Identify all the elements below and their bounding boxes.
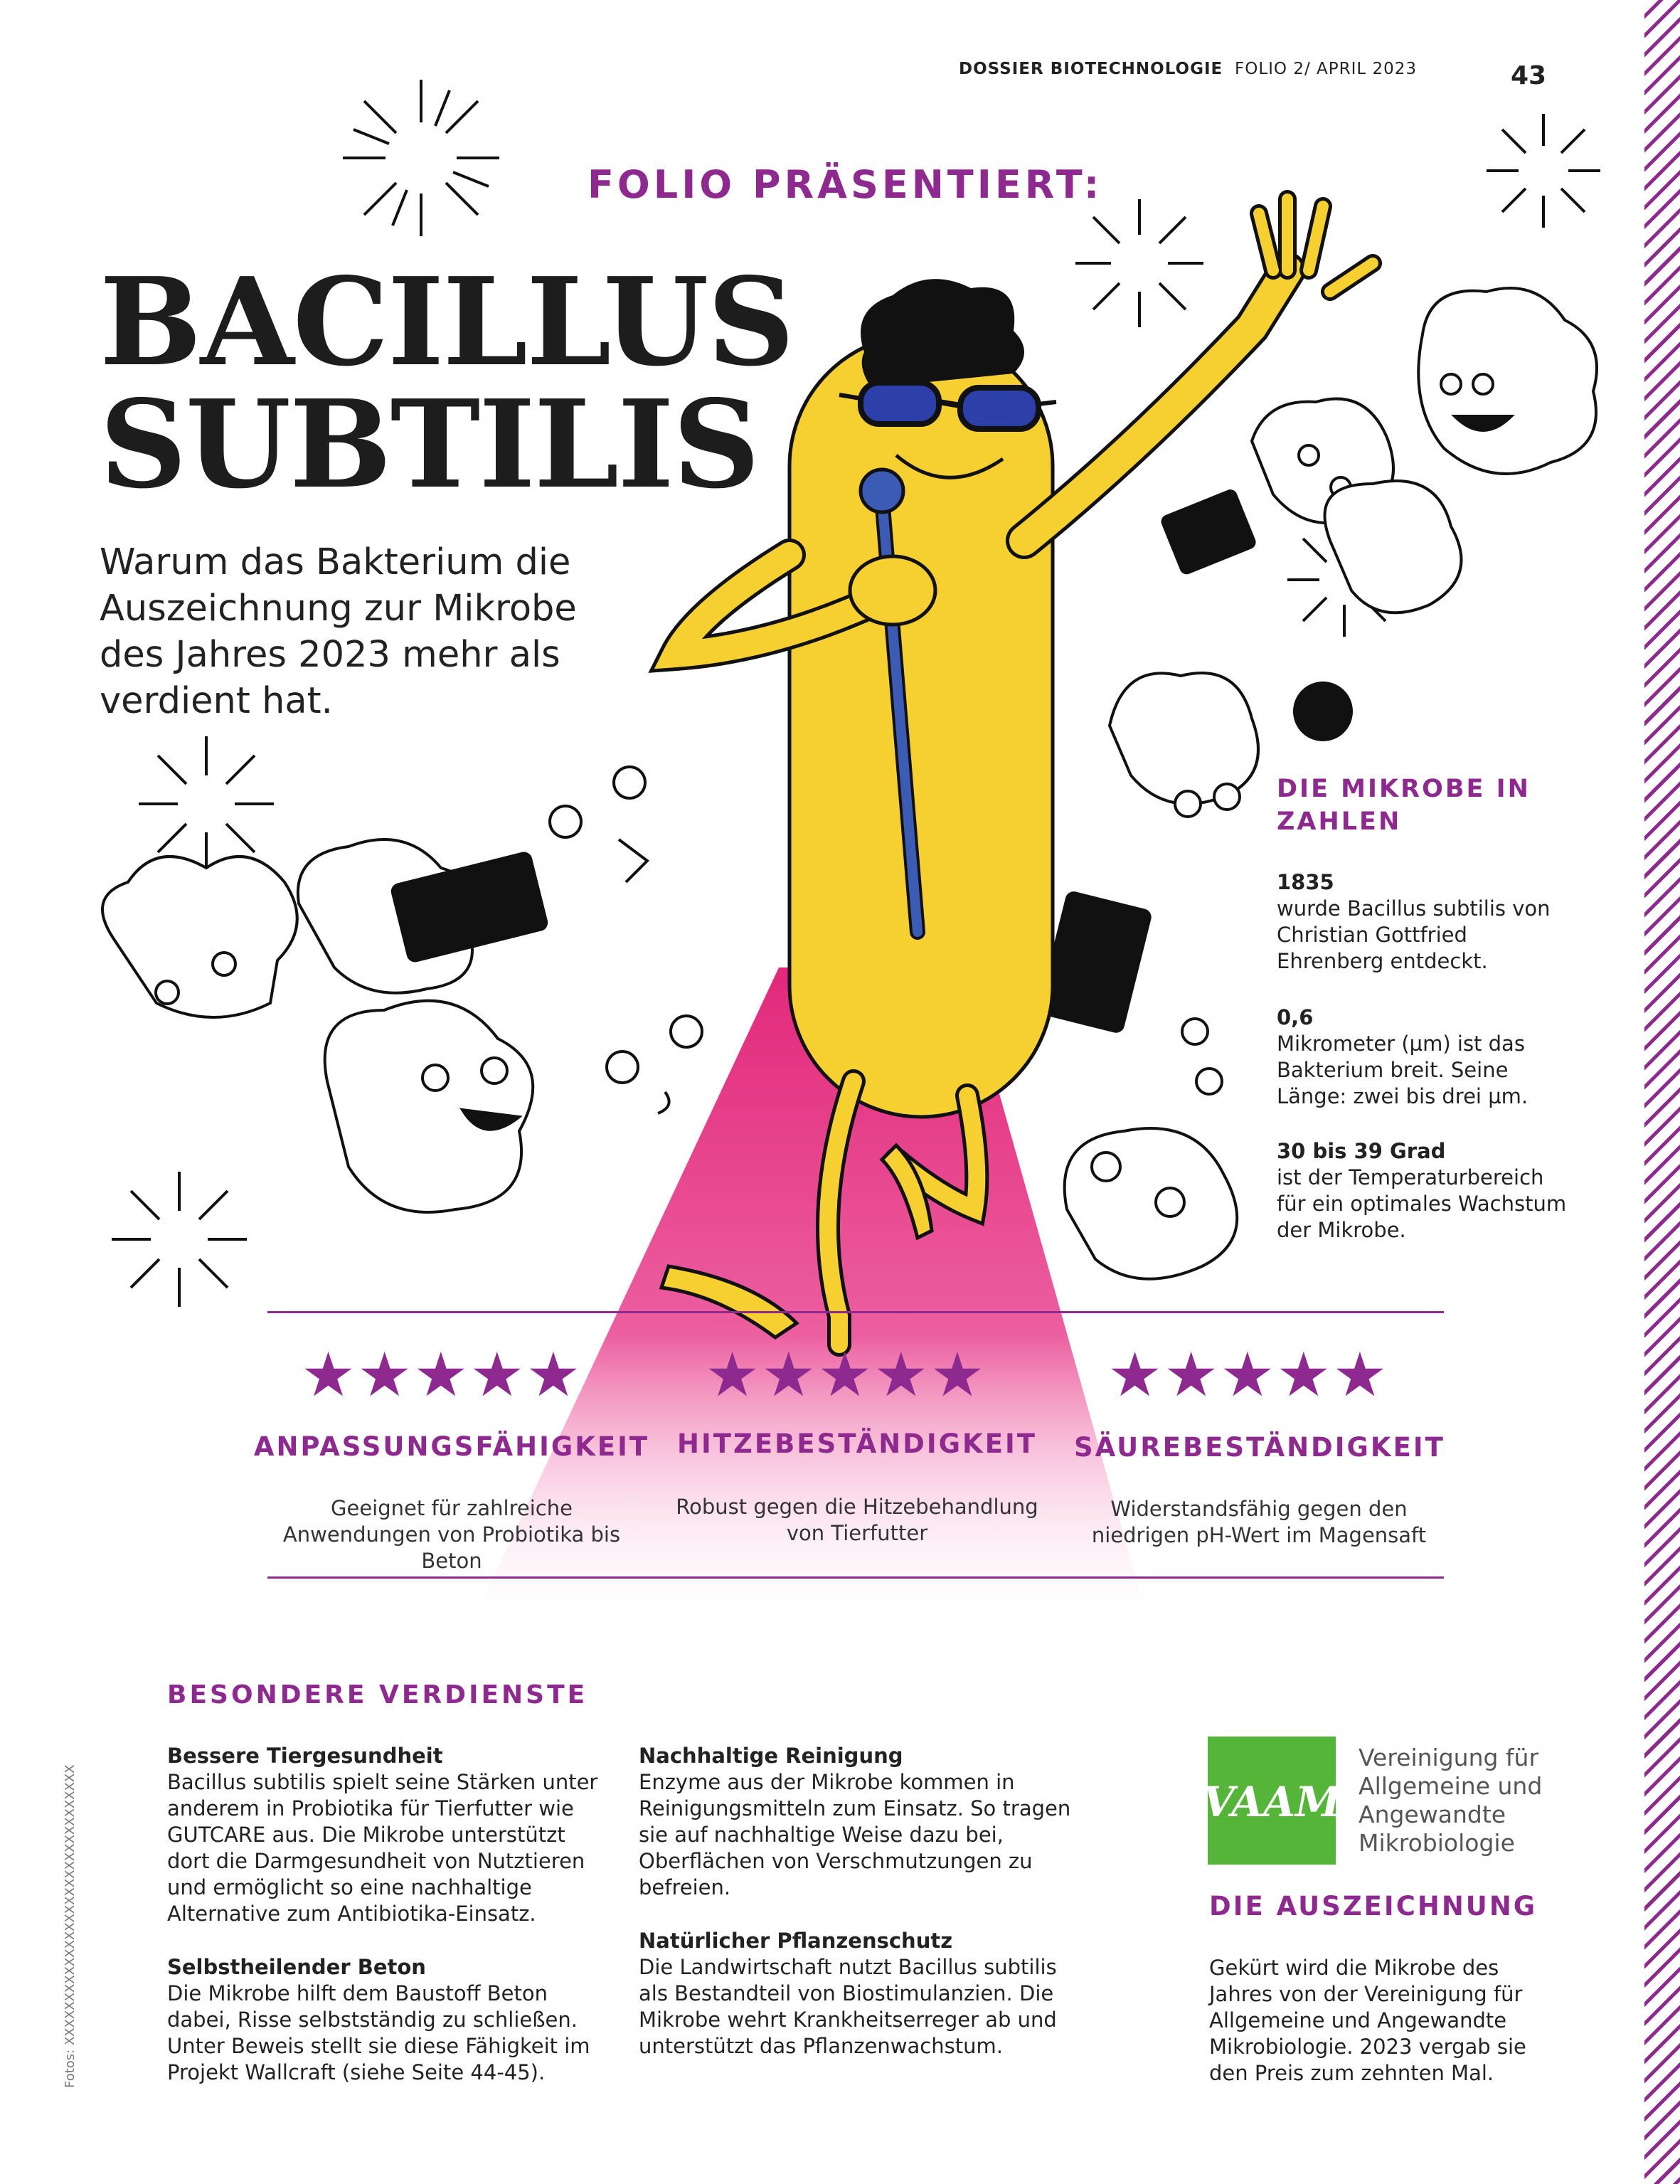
merits-column-right — [639, 1743, 1080, 2087]
rating-stars: ★★★★★ — [705, 1340, 987, 1411]
rating-text: Robust gegen die Hitzebehandlung von Tierfutter — [676, 1495, 1038, 1545]
merits-column-left — [167, 1743, 608, 2113]
org-line: Allgemeine und — [1359, 1772, 1543, 1800]
numbers-text: wurde Bacillus subtilis von Christian Gottfried Ehrenberg entdeckt. — [1277, 896, 1551, 973]
numbers-value: 30 bis 39 Grad — [1277, 1139, 1446, 1163]
photo-credit: Fotos: XXXXXXXXXXXXXXXXXXXXXXXXXXXXXXXX — [63, 1764, 78, 2088]
rating-title: HITZEBESTÄNDIGKEIT — [677, 1428, 1037, 1459]
numbers-item — [1277, 1004, 1575, 1110]
org-line: Vereinigung für — [1359, 1744, 1539, 1771]
numbers-text: Mikrometer (µm) ist das Bakterium breit. Seine Länge: zwei bis drei µm. — [1277, 1032, 1529, 1108]
merit-text: Bacillus subtilis spielt seine Stärken unter anderem in Probiotika für Tierfutter wie GUTCARE aus. Die Mikrobe unterstützt dort die Darmgesundheit von Nutztieren und ermöglicht so eine nachhaltige Alternative zum Antibiotika-Einsatz. — [167, 1770, 598, 1926]
divider-bottom — [267, 1576, 1444, 1579]
divider-top — [267, 1311, 1444, 1313]
org-line: Angewandte — [1359, 1801, 1506, 1828]
rating-title: SÄUREBESTÄNDIGKEIT — [1074, 1432, 1445, 1463]
vaam-logo-mark — [1208, 1737, 1336, 1865]
page-title-line2: SUBTILIS — [100, 373, 759, 516]
merit-heading: Selbstheilender Beton — [167, 1955, 426, 1979]
merit-heading: Nachhaltige Reinigung — [639, 1744, 903, 1768]
merit-heading: Natürlicher Pflanzenschutz — [639, 1929, 953, 1953]
rating-title: ANPASSUNGSFÄHIGKEIT — [253, 1431, 650, 1462]
award-text: Gekürt wird die Mikrobe des Jahres von der Vereinigung für Allgemeine und Angewandte Mikrobiologie. 2023 vergab sie den Preis zum zehnten Mal. — [1209, 1956, 1526, 2085]
numbers-item — [1277, 1138, 1575, 1244]
vaam-logo — [1208, 1737, 1336, 1865]
numbers-text: ist der Temperaturbereich für ein optimales Wachstum der Mikrobe. — [1277, 1165, 1567, 1242]
rating-text: Geeignet für zahlreiche Anwendungen von Probiotika bis Beton — [282, 1496, 621, 1573]
merits-title: BESONDERE VERDIENSTE — [167, 1680, 588, 1709]
org-line: Mikrobiologie — [1359, 1829, 1515, 1857]
numbers-value: 1835 — [1277, 870, 1334, 894]
vaam-logo-text: VAAM — [1208, 1778, 1336, 1826]
merit-text: Enzyme aus der Mikrobe kommen in Reinigungsmitteln zum Einsatz. So tragen sie auf nachhaltige Weise dazu bei, Oberflächen von Verschmutzungen zu befreien. — [639, 1770, 1071, 1899]
merit-heading: Bessere Tiergesundheit — [167, 1744, 443, 1768]
section-label: DOSSIER BIOTECHNOLOGIE — [959, 60, 1223, 78]
numbers-title: DIE MIKROBE IN ZAHLEN — [1277, 775, 1531, 836]
rating-stars: ★★★★★ — [301, 1340, 583, 1411]
merit-text: Die Landwirtschaft nutzt Bacillus subtilis als Bestandteil von Biostimulanzien. Die Mikrobe wehrt Krankheitserreger ab und unterstützt das Pflanzenwachstum. — [639, 1955, 1057, 2058]
issue-label: FOLIO 2/ APRIL 2023 — [1235, 60, 1418, 78]
numbers-value: 0,6 — [1277, 1005, 1314, 1029]
presents-kicker: FOLIO PRÄSENTIERT: — [588, 162, 1103, 207]
merit-text: Die Mikrobe hilft dem Baustoff Beton dabei, Risse selbstständig zu schließen. Unter Beweis stellt sie diese Fähigkeit im Projekt Wallcraft (siehe Seite 44-45). — [167, 1981, 590, 2084]
lede-text: Warum das Bakterium die Auszeichnung zur Mikrobe des Jahres 2023 mehr als verdient hat. — [100, 541, 577, 722]
numbers-item — [1277, 869, 1575, 975]
page-title-line1: BACILLUS — [100, 251, 794, 393]
crowd-left — [102, 767, 702, 1212]
rating-text: Widerstandsfähig gegen den niedrigen pH-Wert im Magensaft — [1091, 1497, 1427, 1547]
award-title: DIE AUSZEICHNUNG — [1209, 1891, 1538, 1921]
page-number: 43 — [1511, 61, 1547, 90]
vaam-organization-name — [1359, 1744, 1542, 1857]
rating-stars: ★★★★★ — [1107, 1340, 1389, 1411]
